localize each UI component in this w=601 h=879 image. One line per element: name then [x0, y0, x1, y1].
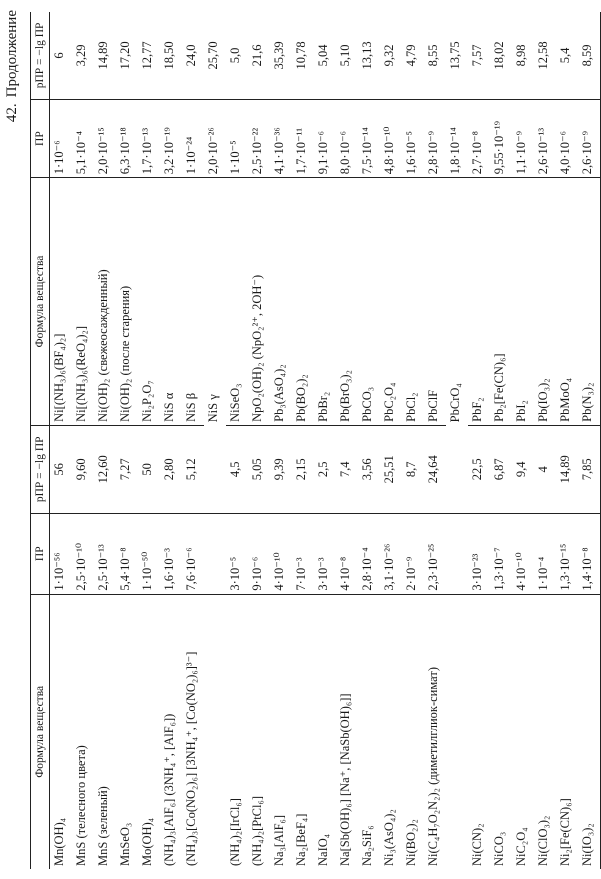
- left-formula-cell: Ni(ClO₃)₂: [536, 815, 550, 866]
- table-row: [534, 12, 556, 869]
- table-row: [94, 12, 116, 869]
- right-pksp-cell: 18,50: [160, 12, 182, 99]
- right-pksp-cell: 12,77: [138, 12, 160, 99]
- table-row: [556, 12, 578, 869]
- left-formula-cell: Ni(CN)₂: [470, 823, 484, 866]
- right-pksp-cell: 17,20: [116, 12, 138, 99]
- left-pksp-cell: 7,27: [116, 425, 138, 513]
- table-row: [270, 12, 292, 869]
- right-pksp-cell: 13,75: [446, 12, 468, 99]
- left-formula-cell: Na₃[AlF₆]: [272, 814, 286, 866]
- left-ksp-cell: 4·10⁻¹⁰: [270, 513, 292, 594]
- left-pksp-cell: 8,7: [402, 425, 424, 513]
- right-pksp-cell: 10,78: [292, 12, 314, 99]
- left-pksp-cell: 3,56: [358, 425, 380, 513]
- left-pksp-cell: 5,12: [182, 425, 226, 513]
- table-row: [358, 12, 380, 869]
- left-formula-cell: Ni(C₄H₇O₂N₂)₂ (диметилглиок-симат): [426, 666, 440, 866]
- table-row: [182, 12, 204, 869]
- table-row: [50, 12, 73, 869]
- right-pksp-cell: 13,13: [358, 12, 380, 99]
- left-formula-cell: Ni(BO₂)₂: [404, 819, 418, 866]
- left-pksp-cell: 6,87: [490, 425, 512, 513]
- right-ksp-cell: 1,7·10⁻¹¹: [292, 99, 314, 177]
- table-row: [402, 12, 424, 869]
- right-pksp-cell: 14,89: [94, 12, 116, 99]
- header-pksp-right: pПР = −lg ПР: [31, 12, 50, 99]
- right-ksp-cell: 1,7·10⁻¹³: [138, 99, 160, 177]
- right-pksp-cell: 4,79: [402, 12, 424, 99]
- right-ksp-cell: 1·10⁻⁵: [226, 99, 248, 177]
- left-pksp-cell: 5,05: [248, 425, 270, 513]
- left-ksp-cell: 3·10⁻²³: [468, 513, 490, 594]
- left-pksp-cell: 9,39: [270, 425, 292, 513]
- header-ksp-left: ПР: [31, 513, 50, 594]
- left-pksp-cell: 12,60: [94, 425, 116, 513]
- solubility-product-table: [30, 12, 601, 869]
- header-formula-left: Формула вещества: [31, 594, 50, 869]
- left-ksp-cell: 5,4·10⁻⁸: [116, 513, 138, 594]
- left-formula-cell: NiCO₃: [492, 831, 506, 866]
- right-formula-cell: Pb(BO₂)₂: [292, 178, 314, 426]
- right-formula-cell: Ni[(NH₃)₆(ReO₄)₂]: [72, 178, 94, 426]
- left-pksp-cell: 2,80: [160, 425, 182, 513]
- left-formula-cell: (NH₄)₂[PtCl₆]: [250, 795, 264, 866]
- left-formula-cell: MnS (телесного цвета): [74, 745, 88, 866]
- right-pksp-cell: 12,58: [534, 12, 556, 99]
- right-formula-cell: Ni(OH)₂ (после старения): [116, 178, 138, 426]
- left-pksp-cell: 2,5: [314, 425, 336, 513]
- right-formula-cell: NiSeO₃: [226, 178, 248, 426]
- right-ksp-cell: 9,55·10⁻¹⁹: [490, 99, 512, 177]
- right-ksp-cell: 2,6·10⁻¹³: [534, 99, 556, 177]
- right-pksp-cell: 5,10: [336, 12, 358, 99]
- left-formula-cell: Na[Sb(OH)₆] [Na⁺, [NaSb(OH)₆]]: [338, 693, 352, 866]
- right-formula-cell: Pb₂[Fe(CN)₆]: [490, 178, 512, 426]
- right-formula-cell: PbBr₂: [314, 178, 336, 426]
- left-ksp-cell: 3·10⁻⁵: [226, 513, 248, 594]
- left-pksp-cell: 7,85: [578, 425, 601, 513]
- left-ksp-cell: 3·10⁻³: [314, 513, 336, 594]
- right-pksp-cell: 21,6: [248, 12, 270, 99]
- right-formula-cell: Ni[(NH₃)₆(BF₄)₂]: [50, 178, 73, 426]
- left-ksp-cell: 2,3·10⁻²⁵: [424, 513, 468, 594]
- right-ksp-cell: 6,3·10⁻¹⁸: [116, 99, 138, 177]
- table-row: [160, 12, 182, 869]
- right-pksp-cell: 8,55: [424, 12, 446, 99]
- table-row: [490, 12, 512, 869]
- left-formula-cell: Ni₂[Fe(CN)₆]: [558, 798, 572, 866]
- left-ksp-cell: 7·10⁻³: [292, 513, 314, 594]
- right-formula-cell: NpO₂(OH)₂ (NpO₂²⁺, 2OH⁻): [248, 178, 270, 426]
- left-pksp-cell: 2,15: [292, 425, 314, 513]
- right-formula-cell: PbCrO₄: [448, 383, 462, 423]
- table-heading: [4, 10, 21, 122]
- header-formula-right: Формула вещества: [31, 178, 50, 426]
- left-formula-cell: Ni₃(AsO₄)₂: [382, 809, 396, 866]
- header-ksp-right: ПР: [31, 99, 50, 177]
- left-ksp-cell: 4·10⁻¹⁰: [512, 513, 534, 594]
- left-pksp-cell: 56: [50, 425, 73, 513]
- left-formula-cell: NiC₂O₄: [514, 827, 528, 866]
- left-ksp-cell: 4·10⁻⁸: [336, 513, 358, 594]
- right-formula-cell: NiS β: [182, 178, 204, 426]
- table-number: 42.: [4, 103, 20, 123]
- right-ksp-cell: 1·10⁻⁶: [50, 99, 73, 177]
- right-formula-cell: Pb(N₃)₂: [578, 178, 601, 426]
- table-row: [248, 12, 270, 869]
- right-pksp-cell: 5,04: [314, 12, 336, 99]
- left-ksp-cell: 2,5·10⁻¹⁰: [72, 513, 94, 594]
- table-continuation-label: Продолжение: [4, 10, 20, 98]
- right-pksp-cell: 9,32: [380, 12, 402, 99]
- left-ksp-cell: 1,3·10⁻⁷: [490, 513, 512, 594]
- right-ksp-cell: 7,5·10⁻¹⁴: [358, 99, 380, 177]
- left-formula-cell: Na₂SiF₆: [360, 825, 374, 866]
- left-ksp-cell: 1·10⁻⁴: [534, 513, 556, 594]
- right-formula-cell: PbF₂: [468, 178, 490, 426]
- right-pksp-cell: 6: [50, 12, 73, 99]
- left-ksp-cell: 2·10⁻⁹: [402, 513, 424, 594]
- left-formula-cell: (NH₄)₃[Co(NO₂)₆] [3NH₄⁺, [Co(NO₂)₆]³⁻]: [184, 651, 198, 866]
- left-ksp-cell: 2,8·10⁻⁴: [358, 513, 380, 594]
- header-pksp-left: pПР = −lg ПР: [31, 425, 50, 513]
- right-pksp-cell: 8,59: [578, 12, 601, 99]
- right-pksp-cell: 7,57: [468, 12, 490, 99]
- table-row: [336, 12, 358, 869]
- right-ksp-cell: 1,1·10⁻⁹: [512, 99, 534, 177]
- right-formula-cell: NiS γ: [206, 394, 220, 423]
- left-pksp-cell: 4: [534, 425, 556, 513]
- left-pksp-cell: 50: [138, 425, 160, 513]
- left-pksp-cell: 14,89: [556, 425, 578, 513]
- right-pksp-cell: 3,29: [72, 12, 94, 99]
- right-ksp-cell: 8,0·10⁻⁶: [336, 99, 358, 177]
- right-pksp-cell: 18,02: [490, 12, 512, 99]
- left-ksp-cell: 1,6·10⁻³: [160, 513, 182, 594]
- right-ksp-cell: 1·10⁻²⁴: [182, 99, 204, 177]
- right-ksp-cell: 4,8·10⁻¹⁰: [380, 99, 402, 177]
- table-row: [226, 12, 248, 869]
- left-formula-cell: (NH₄)₂[IrCl₆]: [228, 798, 242, 866]
- table-body: [50, 12, 601, 869]
- table-row: [116, 12, 138, 869]
- right-formula-cell: PbI₂: [512, 178, 534, 426]
- right-formula-cell: Ni₂P₂O₇: [138, 178, 160, 426]
- right-formula-cell: PbMoO₄: [556, 178, 578, 426]
- left-pksp-cell: 22,5: [468, 425, 490, 513]
- left-ksp-cell: 7,6·10⁻⁶: [182, 513, 226, 594]
- table-row: [424, 12, 446, 869]
- right-formula-cell: PbClF: [424, 178, 446, 426]
- right-pksp-cell: 24,0: [182, 12, 204, 99]
- left-pksp-cell: 9,4: [512, 425, 534, 513]
- right-pksp-cell: 5,0: [226, 12, 248, 99]
- left-ksp-cell: 1,3·10⁻¹⁵: [556, 513, 578, 594]
- table-header-row: [31, 12, 50, 869]
- left-formula-cell: NaIO₄: [316, 833, 330, 866]
- right-formula-cell: Pb(BrO₃)₂: [336, 178, 358, 426]
- right-formula-cell: PbCl₂: [402, 178, 424, 426]
- left-formula-cell: MnS (зеленый): [96, 786, 110, 866]
- left-ksp-cell: 1,4·10⁻⁸: [578, 513, 601, 594]
- right-formula-cell: PbCO₃: [358, 178, 380, 426]
- right-ksp-cell: 3,2·10⁻¹⁹: [160, 99, 182, 177]
- table-row: [468, 12, 490, 869]
- right-pksp-cell: 5,4: [556, 12, 578, 99]
- right-ksp-cell: 4,0·10⁻⁶: [556, 99, 578, 177]
- right-ksp-cell: 9,1·10⁻⁶: [314, 99, 336, 177]
- table-row: [72, 12, 94, 869]
- left-pksp-cell: 4,5: [226, 425, 248, 513]
- left-ksp-cell: 1·10⁻⁵⁰: [138, 513, 160, 594]
- right-ksp-cell: 1,6·10⁻⁵: [402, 99, 424, 177]
- table-row: [138, 12, 160, 869]
- left-formula-cell: (NH₄)₃[AlF₆] (3NH₄⁺, [AlF₆]): [162, 713, 176, 866]
- left-ksp-cell: 3,1·10⁻²⁶: [380, 513, 402, 594]
- right-formula-cell: PbC₂O₄: [380, 178, 402, 426]
- table-row: [512, 12, 534, 869]
- table-row: [578, 12, 601, 869]
- right-formula-cell: Ni(OH)₂ (свежеосажденный): [94, 178, 116, 426]
- right-ksp-cell: 2,8·10⁻⁹: [424, 99, 446, 177]
- left-formula-cell: MnSeO₃: [118, 822, 132, 866]
- table-row: [380, 12, 402, 869]
- right-ksp-cell: 2,5·10⁻²²: [248, 99, 270, 177]
- right-formula-cell: Pb₃(AsO₄)₂: [270, 178, 292, 426]
- left-formula-cell: Ni(IO₃)₂: [578, 594, 601, 869]
- table-row: [292, 12, 314, 869]
- right-pksp-cell: 35,39: [270, 12, 292, 99]
- left-formula-cell: Na₂[BeF₄]: [294, 813, 308, 866]
- right-ksp-cell: 2,7·10⁻⁸: [468, 99, 490, 177]
- left-pksp-cell: 9,60: [72, 425, 94, 513]
- left-pksp-cell: 7,4: [336, 425, 358, 513]
- table-row: [314, 12, 336, 869]
- left-pksp-cell: 24,64: [424, 425, 468, 513]
- left-pksp-cell: 25,51: [380, 425, 402, 513]
- right-ksp-cell: 2,6·10⁻⁹: [578, 99, 601, 177]
- right-pksp-cell: 25,70: [204, 12, 226, 99]
- right-formula-cell: Pb(IO₃)₂: [534, 178, 556, 426]
- right-ksp-cell: 1,8·10⁻¹⁴: [446, 99, 468, 177]
- left-formula-cell: Mn(OH)₄: [52, 817, 66, 866]
- left-ksp-cell: 1·10⁻⁵⁶: [50, 513, 73, 594]
- right-ksp-cell: 5,1·10⁻⁴: [72, 99, 94, 177]
- right-pksp-cell: 8,98: [512, 12, 534, 99]
- left-ksp-cell: 9·10⁻⁶: [248, 513, 270, 594]
- left-formula-cell: Mo(OH)₄: [140, 817, 154, 866]
- right-ksp-cell: 2,0·10⁻²⁶: [204, 99, 226, 177]
- right-ksp-cell: 4,1·10⁻³⁶: [270, 99, 292, 177]
- right-formula-cell: NiS α: [160, 178, 182, 426]
- left-ksp-cell: 2,5·10⁻¹³: [94, 513, 116, 594]
- right-ksp-cell: 2,0·10⁻¹⁵: [94, 99, 116, 177]
